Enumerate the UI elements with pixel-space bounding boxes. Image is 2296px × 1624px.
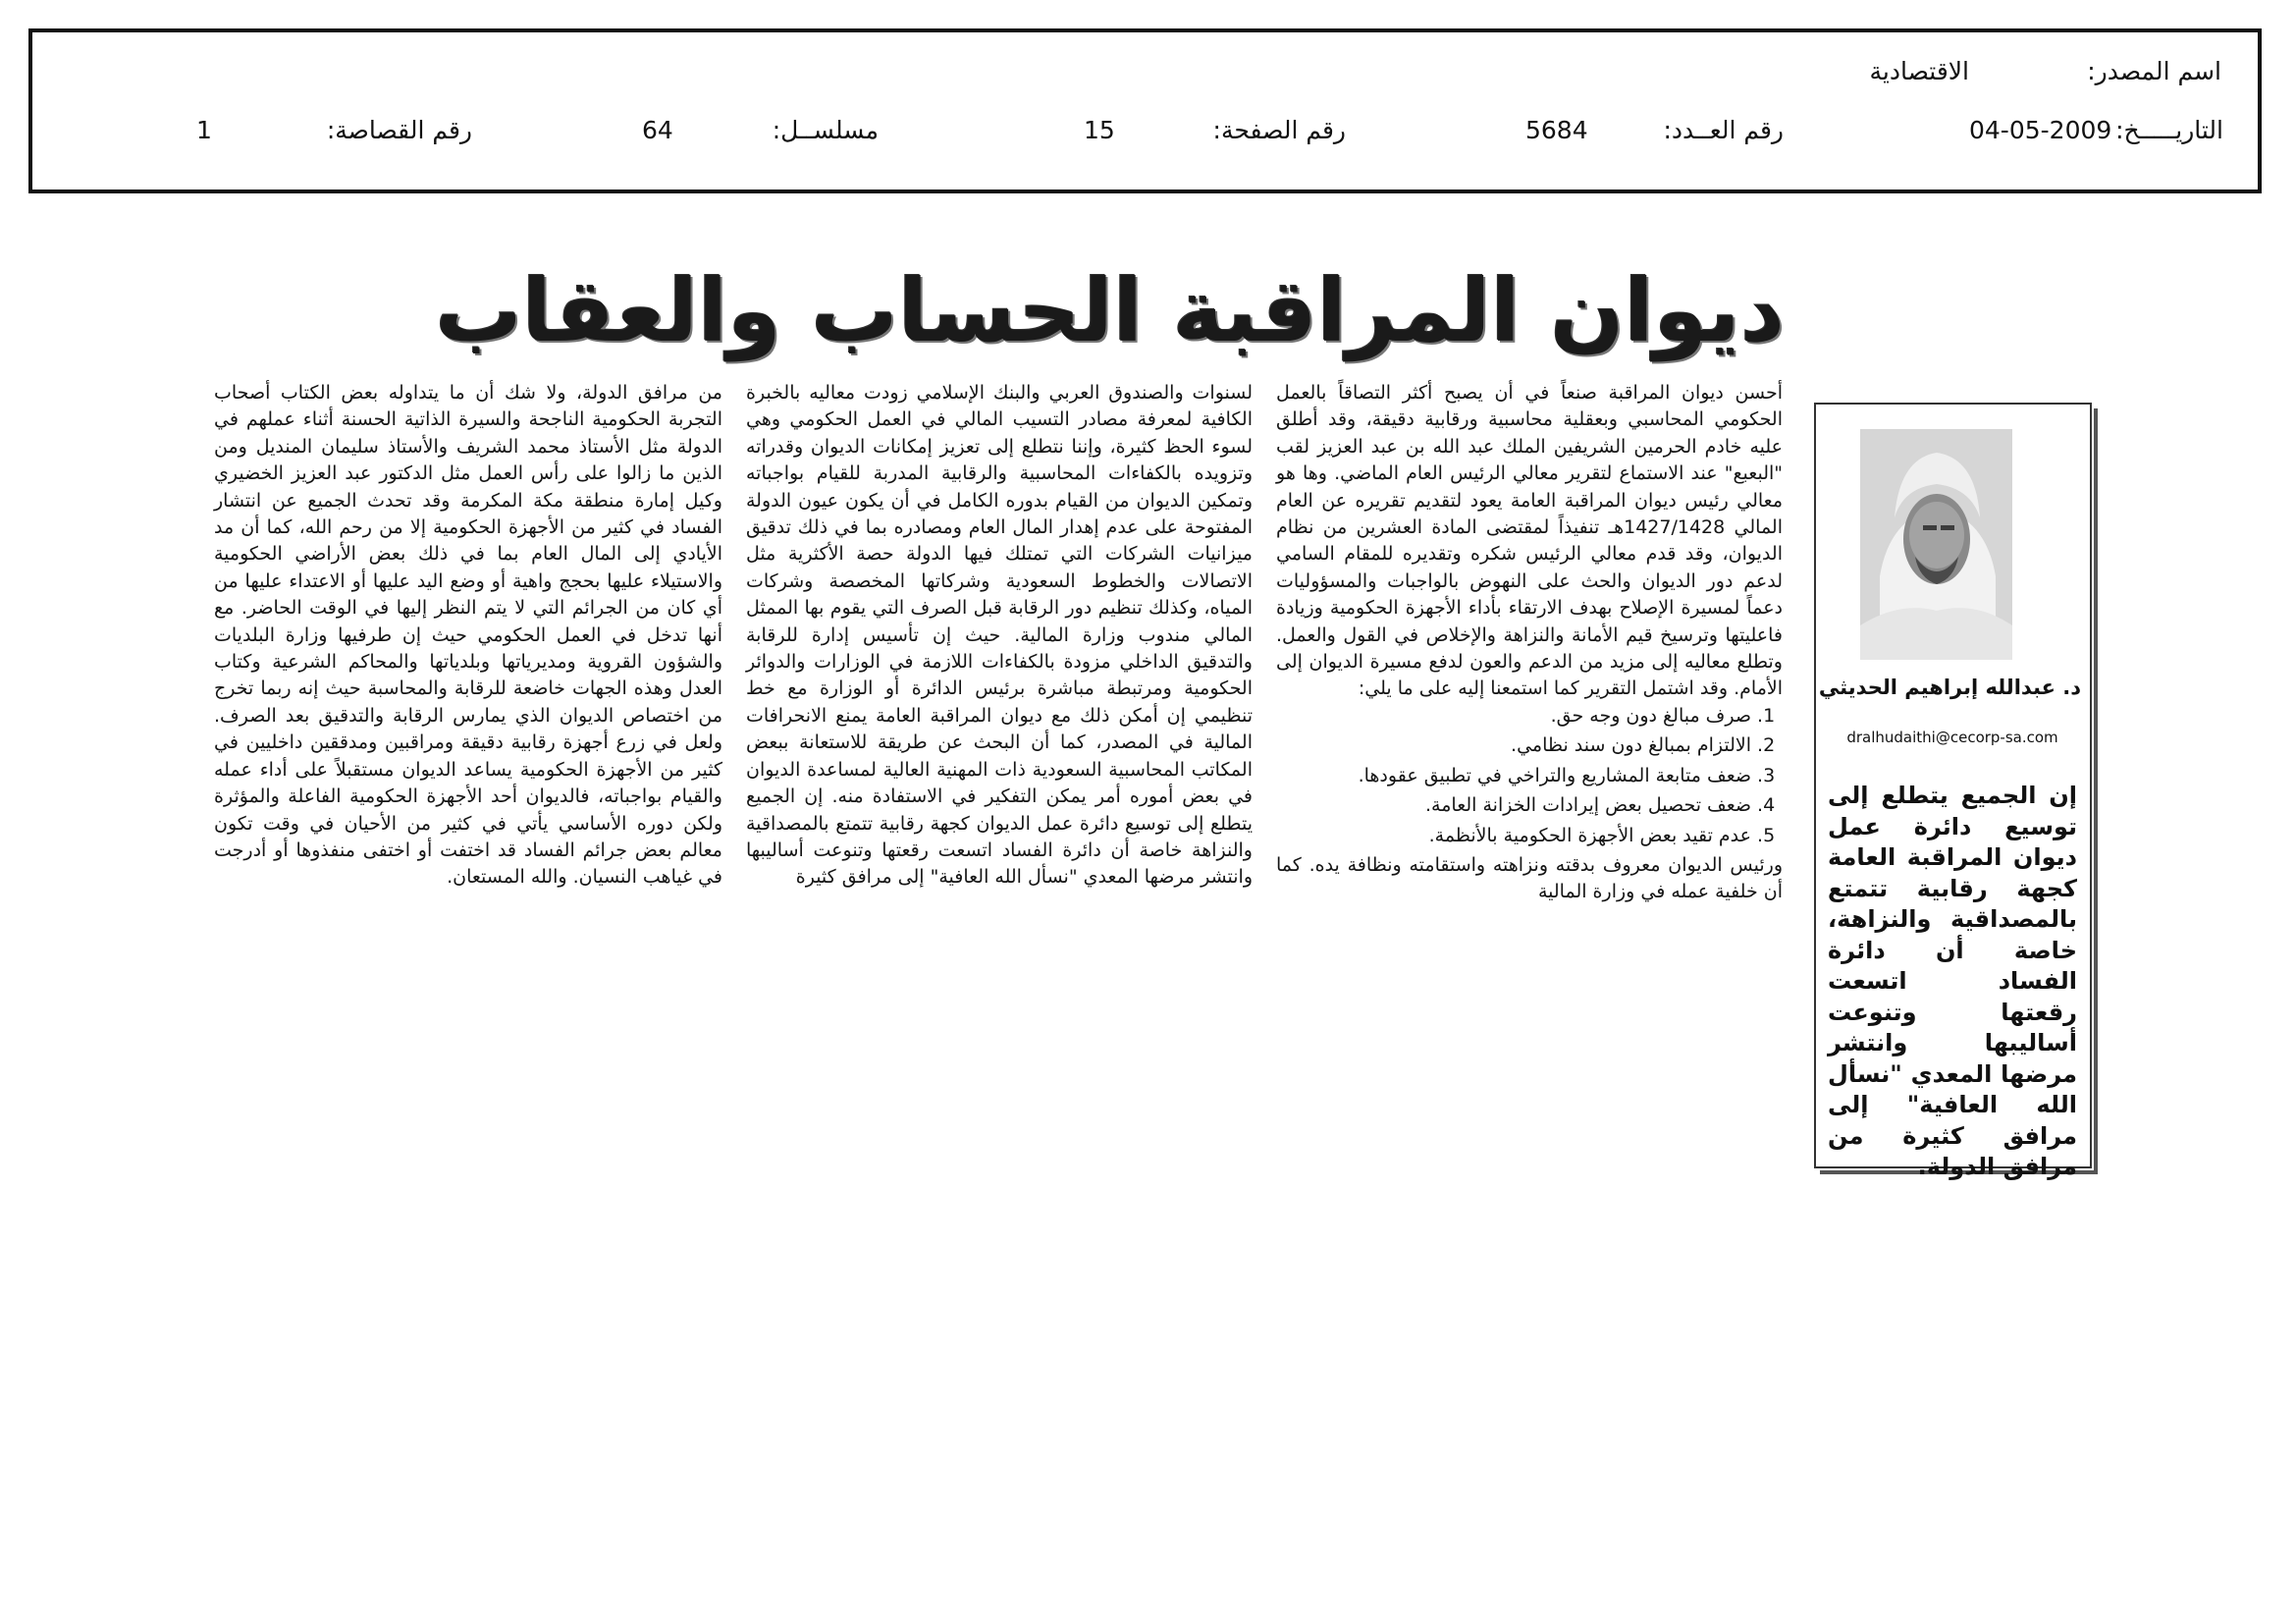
clip-number-label: رقم القصاصة: <box>326 116 472 144</box>
pull-quote: إن الجميع يتطلع إلى توسيع دائرة عمل ديوان المراقبة العامة كجهة رقابية تتمتع بالمصداقية والنزاهة، خاصة أن دائرة الفساد اتسعت رقعتها وتنوعت أساليبها وانتشر مرضها المعدي "نسأل الله العافية" إلى مرافق كثيرة من مرافق الدولة. <box>1828 782 2077 1180</box>
date-label: التاريـــــخ: <box>2115 116 2223 144</box>
serial-value: 64 <box>642 116 673 144</box>
list-item: 3. ضعف متابعة المشاريع والتراخي في تطبيق عقودها. <box>1276 763 1751 789</box>
page-value: 15 <box>1084 116 1115 144</box>
article-column-2 <box>746 380 1253 892</box>
list-item: 1. صرف مبالغ دون وجه حق. <box>1276 703 1751 730</box>
source-value: الاقتصادية <box>1869 57 1969 85</box>
list-item: 5. عدم تقيد بعض الأجهزة الحكومية بالأنظمة. <box>1276 823 1751 849</box>
report-findings-list <box>1276 703 1783 849</box>
serial-label: مسلســل: <box>772 116 879 144</box>
author-photo <box>1860 429 2012 660</box>
list-item: 4. ضعف تحصيل بعض إيرادات الخزانة العامة. <box>1276 792 1751 819</box>
clip-number-value: 1 <box>196 116 212 144</box>
date-value: 04-05-2009 <box>1969 116 2112 144</box>
author-email: dralhudaithi@cecorp-sa.com <box>1846 729 2058 746</box>
page-label: رقم الصفحة: <box>1212 116 1346 144</box>
issue-value: 5684 <box>1525 116 1588 144</box>
issue-label: رقم العــدد: <box>1663 116 1784 144</box>
author-name: د. عبدالله إبراهيم الحديثي <box>1818 676 2081 699</box>
article-column-1 <box>1276 380 1783 906</box>
author-portrait-image <box>1860 429 2012 660</box>
list-item: 2. الالتزام بمبالغ دون سند نظامي. <box>1276 732 1751 759</box>
article-column-3 <box>214 380 722 892</box>
column-3-text: من مرافق الدولة، ولا شك أن ما يتداوله بعض الكتاب أصحاب التجربة الحكومية الناجحة والسيرة الذاتية الحسنة أثناء عملهم في الدولة مثل الأستاذ محمد الشريف والأستاذ سليمان المنديل ومن الذين ما زالوا على رأس العمل مثل الدكتور عبد العزيز الخضيري وكيل إمارة منطقة مكة المكرمة وقد تحدث الجميع عن انتشار الفساد في كثير من الأجهزة الحكومية إلا من رحم الله، كما أن مد الأيادي إلى المال العام بما في ذلك بعض الأراضي الحكومية والاستيلاء عليها بحجج واهية أو وضع اليد عليها أو الاعتداء عليها من أي كان من الجرائم التي لا يتم النظر إليها في الوقت الحاضر. مع أنها تدخل في العمل الحكومي حيث إن طرفيها وزارة البلديات والشؤون القروية ومديرياتها وبلدياتها والمحاكم الشرعية وكتاب العدل وهذه الجهات خاضعة للرقابة والمحاسبة حيث إنه ربما تخرج من اختصاص الديوان الذي يمارس الرقابة والتدقيق بعد الصرف. ولعل في زرع أجهزة رقابية دقيقة ومراقبين ومدققين داخليين في كثير من الأجهزة الحكومية يساعد الديوان مستقبلاً على أداء عمله والقيام بواجباته، فالديوان أحد الأجهزة الحكومية الفاعلة والمؤثرة ولكن دوره الأساسي يأتي في كثير من الأحيان في وقت تكون معالم بعض جرائم الفساد قد اختفت أو اختفى منفذوها أو أدرجت في غياهب النسيان. والله المستعان. <box>214 382 722 889</box>
article-headline: ديوان المراقبة الحساب والعقاب <box>435 260 1785 361</box>
column-2-text: لسنوات والصندوق العربي والبنك الإسلامي زودت معاليه بالخبرة الكافية لمعرفة مصادر التسيب المالي في العمل الحكومي وهي لسوء الحظ كثيرة، وإننا نتطلع إلى تعزيز إمكانات الديوان وقدراته وتزويده بالكفاءات المحاسبية والرقابية المدربة للقيام بواجباته وتمكين الديوان من القيام بدوره الكامل في أن يكون عيون الدولة المفتوحة على عدم إهدار المال العام ومصادره بما في ذلك تدقيق ميزانيات الشركات التي تمتلك فيها الدولة حصة الأكثرية مثل الاتصالات والخطوط السعودية وشركاتها المخصصة وشركات المياه، وكذلك تنظيم دور الرقابة قبل الصرف التي يقوم بها الممثل المالي مندوب وزارة المالية. حيث إن تأسيس إدارة للرقابة والتدقيق الداخلي مزودة بالكفاءات اللازمة في الوزارات والدوائر الحكومية ومرتبطة مباشرة برئيس الدائرة أو الوزارة مع خط تنظيمي إن أمكن ذلك مع ديوان المراقبة العامة يمنع الانحرافات المالية في المصدر، كما أن البحث عن طريقة للاستعانة ببعض المكاتب المحاسبية السعودية ذات المهنية العالية لمساعدة الديوان في بعض أموره أمر يمكن التفكير في الاستفادة منه. إن الجميع يتطلع إلى توسيع دائرة عمل الديوان كجهة رقابية تتمتع بالمصداقية والنزاهة خاصة أن دائرة الفساد اتسعت رقعتها وتنوعت أساليبها وانتشر مرضها المعدي "نسأل الله العافية" إلى مرافق كثيرة <box>746 382 1253 889</box>
column-1-intro: أحسن ديوان المراقبة صنعاً في أن يصبح أكثر التصاقاً بالعمل الحكومي المحاسبي وبعقلية محاسبية ورقابية دقيقة، وقد أطلق عليه خادم الحرمين الشريفين الملك عبد الله بن عبد العزيز لقب "البعبع" عند الاستماع لتقرير معالي الرئيس العام الماضي. وها هو معالي رئيس ديوان المراقبة العامة يعود لتقديم تقريره عن العام المالي 1427/1428هـ تنفيذاً لمقتضى المادة العشرين من نظام الديوان، وقد قدم معالي الرئيس شكره وتقديره للمقام السامي لدعم دور الديوان والحث على النهوض بالواجبات والمسؤوليات دعماً لمسيرة الإصلاح بهدف الارتقاء بأداء الأجهزة الحكومية وزيادة فاعليتها وترسيخ قيم الأمانة والنزاهة والإخلاص في القول والعمل. وتطلع معاليه إلى مزيد من الدعم والعون لدفع مسيرة الديوان إلى الأمام. وقد اشتمل التقرير كما استمعنا إليه على ما يلي: <box>1276 382 1783 700</box>
column-1-outro: ورئيس الديوان معروف بدقته ونزاهته واستقامته ونظافة يده. كما أن خلفية عمله في وزارة المالية <box>1276 853 1783 903</box>
source-label: اسم المصدر: <box>2087 57 2221 85</box>
clipping-header-box <box>28 28 2262 193</box>
